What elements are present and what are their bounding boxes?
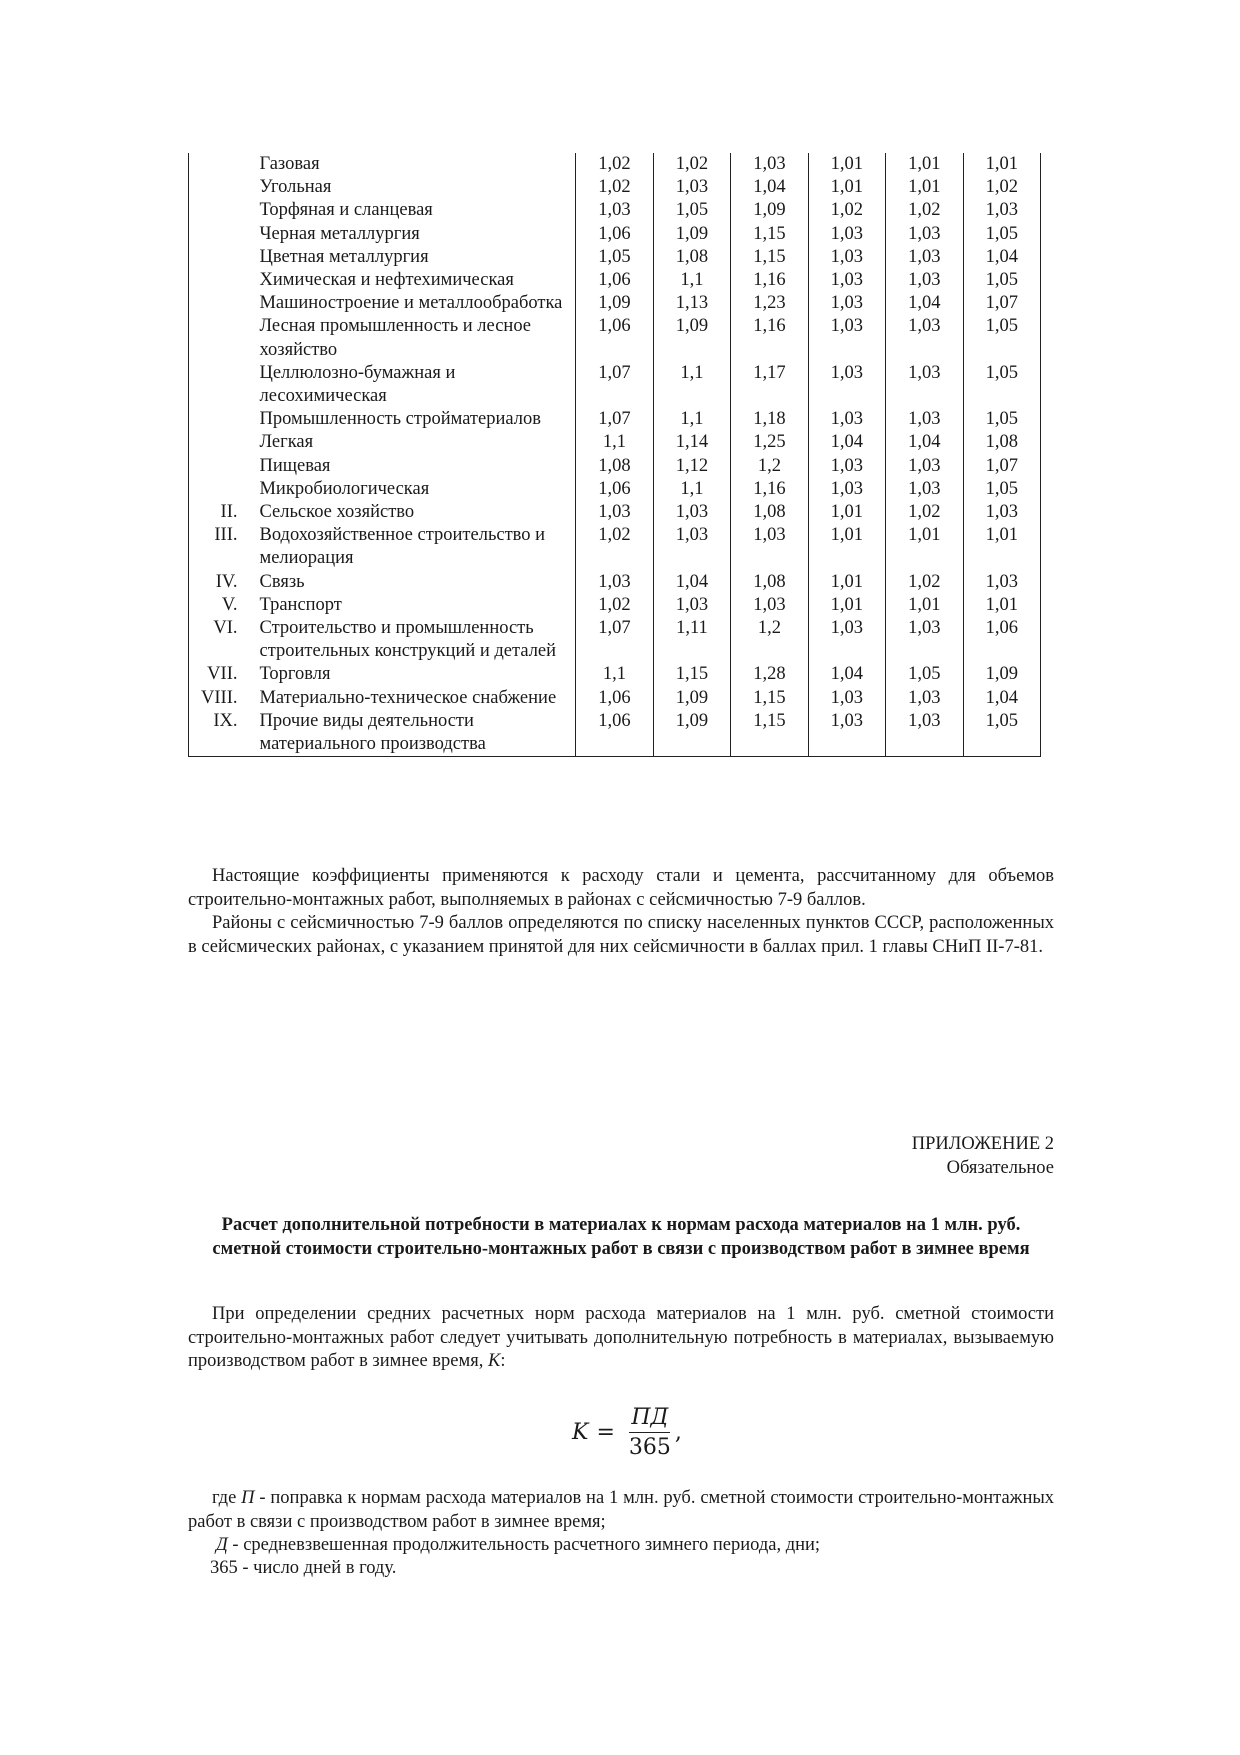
coefficient-value: 1,03 [886, 362, 963, 408]
coefficient-value: 1,02 [576, 594, 653, 617]
coefficient-value: 1,03 [653, 594, 730, 617]
coefficient-value: 1,03 [963, 199, 1040, 222]
industry-name: Торфяная и сланцевая [251, 199, 575, 222]
coefficient-value: 1,03 [808, 710, 885, 757]
coefficient-value: 1,05 [886, 663, 963, 686]
table-row [189, 501, 1041, 524]
coefficient-value: 1,06 [963, 617, 1040, 663]
coefficient-value: 1,04 [808, 663, 885, 686]
coefficient-value: 1,01 [886, 594, 963, 617]
annex-status: Обязательное [946, 1158, 1054, 1178]
coefficient-value: 1,03 [886, 455, 963, 478]
row-number [189, 431, 252, 454]
coefficient-value: 1,03 [731, 153, 808, 176]
industry-name: Микробиологическая [251, 478, 575, 501]
table-row [189, 315, 1041, 361]
coefficient-value: 1,2 [731, 455, 808, 478]
formula-trailing-comma: , [674, 1419, 682, 1445]
row-number: IV. [189, 571, 252, 594]
row-number: VIII. [189, 687, 252, 710]
coefficient-value: 1,16 [731, 478, 808, 501]
coefficient-value: 1,05 [963, 315, 1040, 361]
coefficient-value: 1,02 [963, 176, 1040, 199]
table-row [189, 408, 1041, 431]
table-row [189, 617, 1041, 663]
coefficient-value: 1,1 [576, 431, 653, 454]
coefficient-value: 1,15 [731, 710, 808, 757]
row-number [189, 153, 252, 176]
coefficient-value: 1,06 [576, 315, 653, 361]
annex-intro-paragraph [188, 1303, 1054, 1374]
table-row [189, 478, 1041, 501]
table-row [189, 687, 1041, 710]
coefficient-value: 1,15 [731, 223, 808, 246]
industry-name: Промышленность стройматериалов [251, 408, 575, 431]
row-number [189, 223, 252, 246]
coefficient-value: 1,09 [653, 710, 730, 757]
coefficient-value: 1,03 [808, 408, 885, 431]
coefficient-value: 1,08 [963, 431, 1040, 454]
industry-name: Машиностроение и металлообработка [251, 292, 575, 315]
definition-p-prefix: где [212, 1488, 237, 1508]
coefficient-value: 1,03 [886, 617, 963, 663]
coefficient-value: 1,04 [886, 431, 963, 454]
formula-numerator: ПД [629, 1405, 670, 1433]
coefficient-value: 1,1 [653, 478, 730, 501]
coefficient-value: 1,08 [731, 571, 808, 594]
industry-name: Угольная [251, 176, 575, 199]
table-row [189, 362, 1041, 408]
coefficient-value: 1,05 [963, 223, 1040, 246]
coefficient-value: 1,02 [886, 501, 963, 524]
coefficient-value: 1,06 [576, 223, 653, 246]
row-number [189, 269, 252, 292]
coefficient-value: 1,09 [653, 315, 730, 361]
industry-name: Легкая [251, 431, 575, 454]
annex-heading: Расчет дополнительной потребности в материалах к нормам расхода материалов на 1 млн. руб. сметной стоимости строительно-монтажных работ в связи с производством работ в зимнее время [212, 1215, 1030, 1259]
coefficient-value: 1,03 [808, 687, 885, 710]
coefficient-value: 1,09 [653, 687, 730, 710]
coefficient-value: 1,01 [808, 571, 885, 594]
coefficient-value: 1,03 [653, 501, 730, 524]
coefficient-value: 1,07 [963, 455, 1040, 478]
coefficient-value: 1,28 [731, 663, 808, 686]
coefficient-value: 1,06 [576, 687, 653, 710]
row-number: IX. [189, 710, 252, 757]
table-row [189, 710, 1041, 757]
coefficient-value: 1,03 [653, 176, 730, 199]
coefficient-value: 1,1 [653, 269, 730, 292]
table-row [189, 594, 1041, 617]
coefficient-value: 1,2 [731, 617, 808, 663]
coefficient-value: 1,01 [963, 153, 1040, 176]
coefficient-value: 1,03 [808, 455, 885, 478]
coefficient-value: 1,08 [731, 501, 808, 524]
table-row [189, 663, 1041, 686]
coefficient-value: 1,05 [963, 478, 1040, 501]
coefficient-value: 1,1 [653, 408, 730, 431]
coefficient-value: 1,01 [808, 594, 885, 617]
industry-name: Водохозяйственное строительство и мелиорация [251, 524, 575, 570]
note-paragraph-1: Настоящие коэффициенты применяются к расходу стали и цемента, рассчитанному для объемов строительно-монтажных работ, выполняемых в районах с сейсмичностью 7-9 баллов. [188, 866, 1054, 910]
row-number: III. [189, 524, 252, 570]
coefficient-value: 1,03 [576, 199, 653, 222]
industry-name: Цветная металлургия [251, 246, 575, 269]
industry-name: Транспорт [251, 594, 575, 617]
coefficient-value: 1,02 [808, 199, 885, 222]
coefficient-value: 1,05 [576, 246, 653, 269]
coefficient-value: 1,03 [808, 269, 885, 292]
coefficient-value: 1,08 [653, 246, 730, 269]
coefficient-value: 1,05 [963, 710, 1040, 757]
coefficient-value: 1,03 [808, 617, 885, 663]
definition-p [188, 1487, 1054, 1534]
row-number [189, 408, 252, 431]
coefficient-value: 1,03 [731, 594, 808, 617]
industry-name: Черная металлургия [251, 223, 575, 246]
coefficient-value: 1,03 [731, 524, 808, 570]
coefficient-value: 1,03 [808, 315, 885, 361]
coefficient-value: 1,25 [731, 431, 808, 454]
industry-name: Химическая и нефтехимическая [251, 269, 575, 292]
industry-name: Лесная промышленность и лесное хозяйство [251, 315, 575, 361]
coefficient-value: 1,16 [731, 269, 808, 292]
table-row [189, 431, 1041, 454]
row-number [189, 362, 252, 408]
coefficient-value: 1,15 [731, 246, 808, 269]
coefficient-value: 1,01 [808, 153, 885, 176]
definition-d-symbol: Д [216, 1535, 228, 1555]
coefficient-value: 1,13 [653, 292, 730, 315]
formula-denominator: 365 [628, 1434, 671, 1460]
coefficient-value: 1,03 [808, 362, 885, 408]
table-row [189, 153, 1041, 176]
coefficient-value: 1,05 [963, 269, 1040, 292]
coefficient-value: 1,01 [886, 176, 963, 199]
coefficient-value: 1,05 [963, 408, 1040, 431]
row-number: V. [189, 594, 252, 617]
coefficient-value: 1,01 [808, 524, 885, 570]
coefficient-value: 1,04 [886, 292, 963, 315]
coefficient-value: 1,06 [576, 269, 653, 292]
annex-intro-text: При определении средних расчетных норм расхода материалов на 1 млн. руб. сметной стоимости строительно-монтажных работ следует учитывать дополнительную потребность в материалах, вызываемую производством работ в зимнее время, [188, 1304, 1054, 1371]
definition-d [188, 1534, 1054, 1558]
coefficient-value: 1,12 [653, 455, 730, 478]
coefficient-value: 1,03 [576, 501, 653, 524]
industry-name: Целлюлозно-бумажная и лесохимическая [251, 362, 575, 408]
coefficient-value: 1,17 [731, 362, 808, 408]
coefficient-value: 1,03 [653, 524, 730, 570]
annex-title: ПРИЛОЖЕНИЕ 2 [911, 1134, 1054, 1154]
coefficient-value: 1,05 [963, 362, 1040, 408]
coefficient-value: 1,09 [963, 663, 1040, 686]
coefficient-value: 1,04 [731, 176, 808, 199]
coefficient-value: 1,14 [653, 431, 730, 454]
annex-intro-symbol: K [487, 1351, 501, 1371]
coefficient-value: 1,01 [808, 501, 885, 524]
coefficient-value: 1,03 [808, 246, 885, 269]
coefficient-value: 1,18 [731, 408, 808, 431]
table-row [189, 199, 1041, 222]
definition-p-symbol: П [241, 1488, 255, 1508]
coefficient-value: 1,03 [808, 292, 885, 315]
coefficient-value: 1,1 [576, 663, 653, 686]
coefficient-value: 1,15 [653, 663, 730, 686]
coefficient-value: 1,01 [808, 176, 885, 199]
coefficient-value: 1,03 [808, 478, 885, 501]
row-number [189, 478, 252, 501]
coefficient-value: 1,02 [886, 571, 963, 594]
industry-name: Газовая [251, 153, 575, 176]
coefficient-value: 1,09 [576, 292, 653, 315]
coefficient-value: 1,01 [886, 524, 963, 570]
row-number: VII. [189, 663, 252, 686]
row-number: VI. [189, 617, 252, 663]
table-row [189, 176, 1041, 199]
industry-name: Торговля [251, 663, 575, 686]
coefficient-value: 1,06 [576, 710, 653, 757]
coefficient-value: 1,03 [886, 408, 963, 431]
coefficient-value: 1,04 [808, 431, 885, 454]
formula-equals: = [596, 1419, 615, 1445]
coefficient-value: 1,03 [963, 571, 1040, 594]
table-row [189, 524, 1041, 570]
industry-name: Строительство и промышленность строительных конструкций и деталей [251, 617, 575, 663]
coefficient-value: 1,03 [808, 223, 885, 246]
definition-days: 365 - число дней в году. [210, 1558, 397, 1578]
coefficient-value: 1,07 [963, 292, 1040, 315]
coefficient-value: 1,02 [886, 199, 963, 222]
table-row [189, 246, 1041, 269]
coefficient-value: 1,03 [886, 246, 963, 269]
formula-fraction [629, 1405, 671, 1460]
row-number [189, 455, 252, 478]
coefficient-value: 1,05 [653, 199, 730, 222]
coefficient-value: 1,03 [886, 315, 963, 361]
coefficient-value: 1,1 [653, 362, 730, 408]
table-row [189, 455, 1041, 478]
coefficient-value: 1,03 [886, 687, 963, 710]
coefficient-value: 1,03 [886, 710, 963, 757]
coefficient-value: 1,15 [731, 687, 808, 710]
industry-name: Связь [251, 571, 575, 594]
industry-name: Сельское хозяйство [251, 501, 575, 524]
coefficient-value: 1,03 [963, 501, 1040, 524]
coefficient-value: 1,02 [576, 153, 653, 176]
coefficient-value: 1,02 [576, 524, 653, 570]
coefficient-value: 1,03 [886, 269, 963, 292]
industry-name: Материально-техническое снабжение [251, 687, 575, 710]
coefficient-value: 1,02 [576, 176, 653, 199]
coefficient-value: 1,04 [963, 687, 1040, 710]
annex-intro-end: : [500, 1351, 506, 1371]
coefficient-value: 1,06 [576, 478, 653, 501]
table-row [189, 571, 1041, 594]
coefficient-value: 1,03 [576, 571, 653, 594]
coefficient-value: 1,23 [731, 292, 808, 315]
coefficient-value: 1,03 [886, 223, 963, 246]
note-paragraph-2: Районы с сейсмичностью 7-9 баллов определяются по списку населенных пунктов СССР, расположенных в сейсмических районах, с указанием принятой для них сейсмичности в баллах прил. 1 главы СНиП II-7-81. [188, 913, 1054, 957]
coefficient-value: 1,04 [963, 246, 1040, 269]
coefficient-value: 1,16 [731, 315, 808, 361]
coefficient-value: 1,07 [576, 408, 653, 431]
formula-lhs: K [572, 1419, 589, 1445]
row-number: II. [189, 501, 252, 524]
industry-name: Пищевая [251, 455, 575, 478]
coefficient-value: 1,11 [653, 617, 730, 663]
coefficient-value: 1,07 [576, 362, 653, 408]
coefficient-value: 1,09 [653, 223, 730, 246]
coefficient-table-body [189, 153, 1041, 757]
coefficient-value: 1,09 [731, 199, 808, 222]
table-row [189, 292, 1041, 315]
definition-p-text: - поправка к нормам расхода материалов на 1 млн. руб. сметной стоимости строительно-монтажных работ в связи с производством работ в зимнее время; [188, 1488, 1055, 1532]
coefficient-value: 1,07 [576, 617, 653, 663]
coefficient-value: 1,02 [653, 153, 730, 176]
row-number [189, 292, 252, 315]
coefficient-value: 1,08 [576, 455, 653, 478]
definition-d-text: - средневзвешенная продолжительность расчетного зимнего периода, дни; [232, 1535, 821, 1555]
row-number [189, 315, 252, 361]
coefficient-value: 1,03 [886, 478, 963, 501]
industry-name: Прочие виды деятельности материального производства [251, 710, 575, 757]
coefficient-table [188, 153, 1041, 757]
formula [572, 1402, 682, 1462]
coefficient-value: 1,04 [653, 571, 730, 594]
row-number [189, 199, 252, 222]
row-number [189, 246, 252, 269]
table-row [189, 223, 1041, 246]
coefficient-value: 1,01 [886, 153, 963, 176]
coefficient-value: 1,01 [963, 594, 1040, 617]
row-number [189, 176, 252, 199]
coefficient-value: 1,01 [963, 524, 1040, 570]
table-row [189, 269, 1041, 292]
